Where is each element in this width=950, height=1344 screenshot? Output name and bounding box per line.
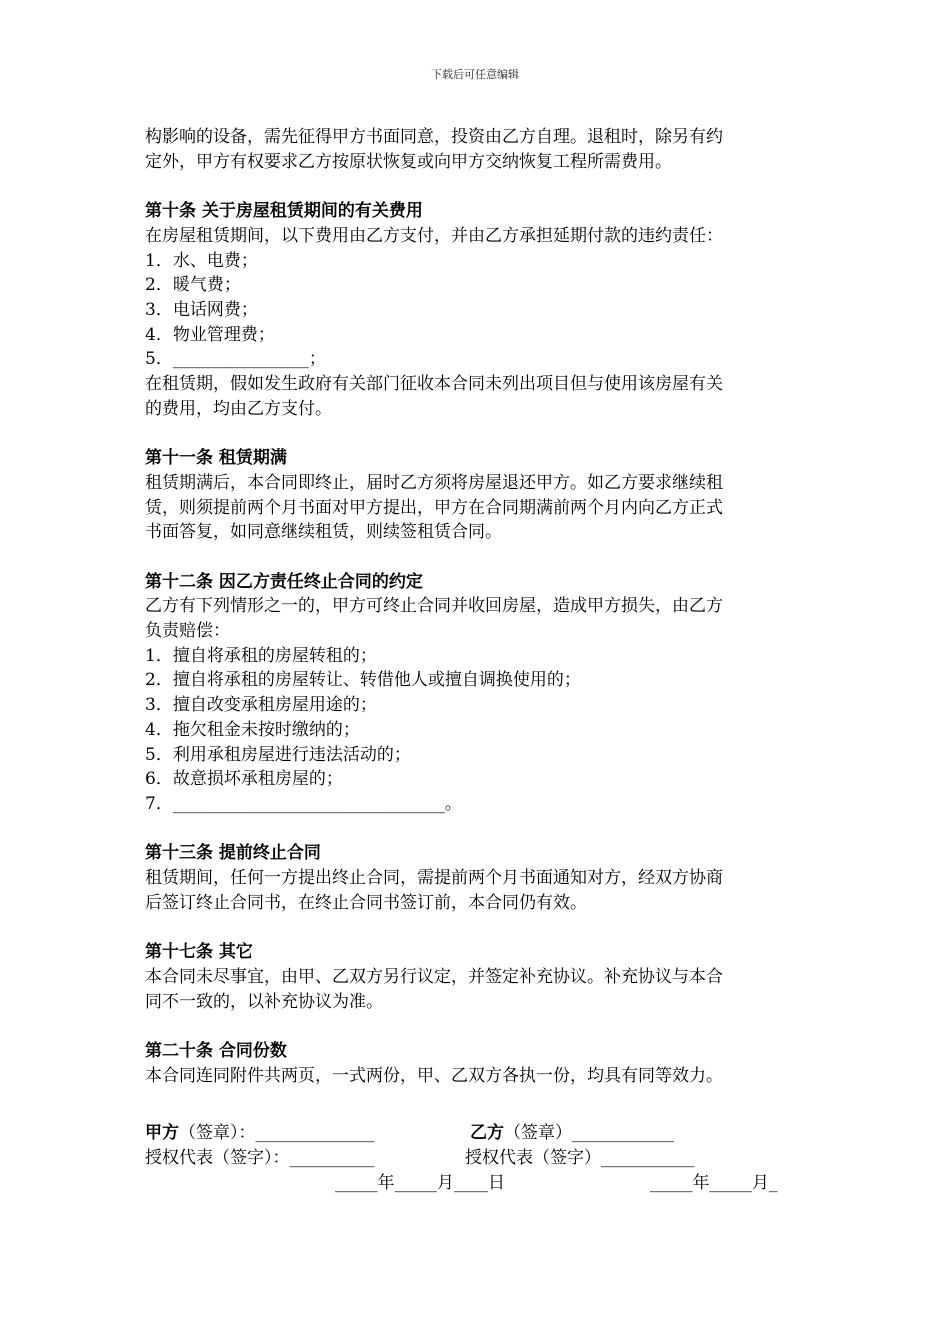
party-b-seal — [470, 1121, 674, 1146]
party-b-label: 乙方 — [470, 1123, 504, 1143]
section-heading: 第十条 关于房屋租赁期间的有关费用 — [145, 201, 423, 222]
section-line: 4．拖欠租金未按时缴纳的； — [145, 719, 360, 740]
party-a-label: 甲方 — [145, 1123, 179, 1143]
section-heading: 第二十条 合同份数 — [145, 1040, 287, 1061]
section-line: 2．擅自将承租的房屋转让、转借他人或擅自调换使用的； — [145, 670, 581, 691]
section-heading: 第十二条 因乙方责任终止合同的约定 — [145, 571, 423, 592]
party-b-representative: 授权代表（签字）___________ — [465, 1148, 695, 1168]
section-gap — [145, 817, 810, 842]
section-line: 4．物业管理费； — [145, 324, 275, 345]
section-line: 租赁期满后，本合同即终止，届时乙方须将房屋退还甲方。如乙方要求继续租 — [145, 472, 723, 493]
section-line: 同不一致的，以补充协议为准。 — [145, 991, 383, 1012]
section-line: 在房屋租赁期间，以下费用由乙方支付，并由乙方承担延期付款的违约责任： — [145, 225, 723, 246]
section-line: 定外，甲方有权要求乙方按原状恢复或向甲方交纳恢复工程所需费用。 — [145, 151, 672, 172]
section-line: 在租赁期，假如发生政府有关部门征收本合同未列出项目但与使用该房屋有关 — [145, 374, 723, 395]
section-gap — [145, 915, 810, 940]
section-line: 2．暖气费； — [145, 275, 241, 296]
section-line: 本合同未尽事宜，由甲、乙双方另行议定，并签定补充协议。补充协议与本合 — [145, 966, 723, 987]
section-line: 1．擅自将承租的房屋转租的； — [145, 645, 377, 666]
section-gap — [145, 174, 810, 199]
section-line: 的费用，均由乙方支付。 — [145, 398, 332, 419]
section-gap — [145, 1014, 810, 1039]
section-line: 6．故意损坏承租房屋的； — [145, 769, 343, 790]
party-a-date: _____年_____月____日 — [335, 1173, 505, 1193]
section-line: 构影响的设备，需先征得甲方书面同意，投资由乙方自理。退租时，除另有约 — [145, 127, 723, 147]
party-b-date: _____年_____月_ — [650, 1173, 778, 1193]
section-line: 租赁期间，任何一方提出终止合同，需提前两个月书面通知对方，经双方协商 — [145, 868, 723, 889]
section-line: 乙方有下列情形之一的，甲方可终止合同并收回房屋，造成甲方损失，由乙方 — [145, 596, 723, 617]
party-b-seal-field: （签章）____________ — [504, 1123, 674, 1143]
section-line: 书面答复，如同意继续租赁，则续签租赁合同。 — [145, 522, 502, 543]
section-line: 3．擅自改变承租房屋用途的； — [145, 695, 377, 716]
section-line: 后签订终止合同书，在终止合同书签订前，本合同仍有效。 — [145, 892, 587, 913]
section-gap — [145, 545, 810, 570]
section-gap — [145, 421, 810, 446]
party-a-seal-field: （签章）：______________ — [179, 1123, 375, 1143]
party-a-representative: 授权代表（签字）：__________ — [145, 1148, 375, 1168]
section-line: 3．电话网费； — [145, 299, 258, 320]
contract-body — [145, 125, 810, 1088]
section-line: 赁，则须提前两个月书面对甲方提出，甲方在合同期满前两个月内向乙方正式 — [145, 497, 723, 518]
section-heading: 第十七条 其它 — [145, 942, 253, 963]
section-line: 5．________________； — [145, 349, 326, 370]
section-heading: 第十一条 租赁期满 — [145, 448, 287, 469]
section-line: 1．水、电费； — [145, 250, 258, 271]
section-line: 负责赔偿： — [145, 621, 230, 642]
section-heading: 第十三条 提前终止合同 — [145, 843, 321, 864]
section-line: 5．利用承租房屋进行违法活动的； — [145, 744, 411, 765]
page-header: 下载后可任意编辑 — [431, 68, 519, 81]
section-line: 7．________________________________。 — [145, 793, 462, 814]
section-line: 本合同连同附件共两页，一式两份，甲、乙双方各执一份，均具有同等效力。 — [145, 1065, 723, 1086]
party-a-seal — [145, 1121, 375, 1146]
